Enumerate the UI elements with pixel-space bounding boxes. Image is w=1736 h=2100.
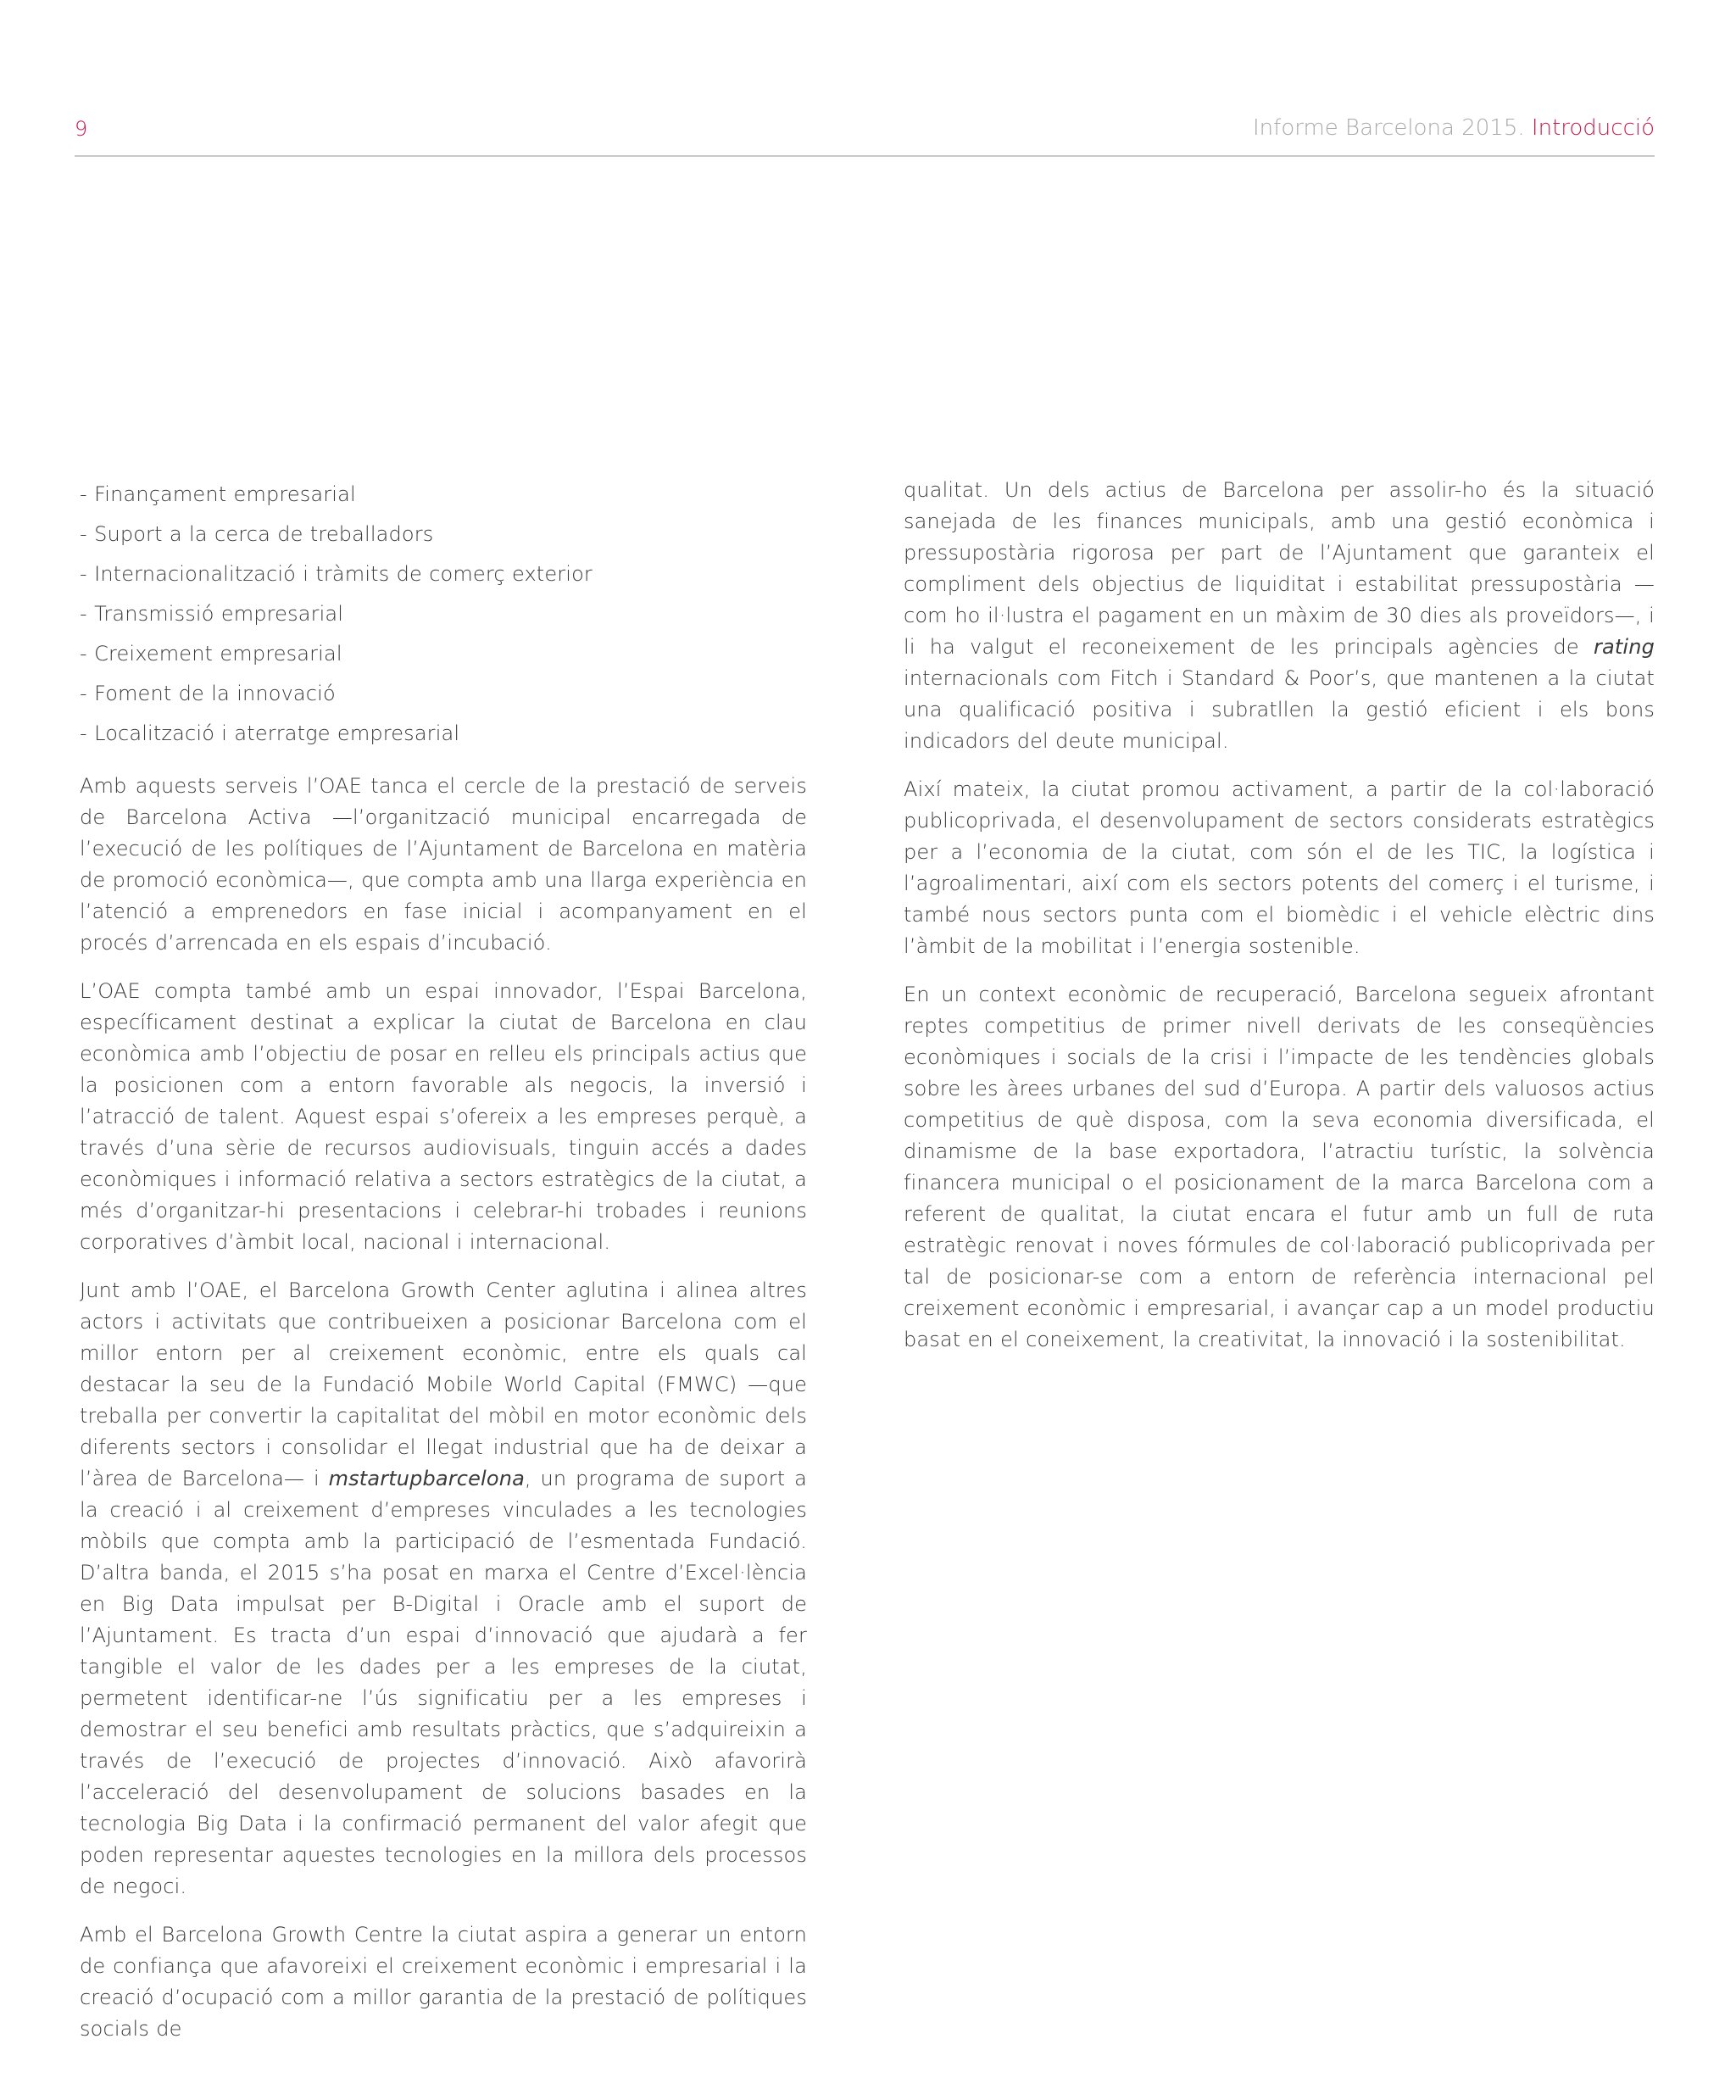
- paragraph-text: Junt amb l’OAE, el Barcelona Growth Center aglutina i alinea altres actors i activitats que contribueixen a posicionar Barcelona com el millor entorn per al creixement econòmic, entre els quals cal destacar la seu de la Fundació Mobile World Capital (FMWC) —que treballa per convertir la capitalitat del mòbil en motor econòmic dels diferents sectors i consolidar el llegat industrial que ha de deixar a l’àrea de Barcelona— i: [80, 1278, 807, 1490]
- paragraph-growth-center: [80, 1275, 807, 1902]
- left-column: [80, 475, 807, 2062]
- paragraph-oae-services: Amb aquests serveis l’OAE tanca el cercle de la prestació de serveis de Barcelona Activa —l’organització municipal encarregada de l’execució de les polítiques de l’Ajuntament de Barcelona en matèria de promoció econòmica—, que compta amb una llarga experiència en l’atenció a emprenedors en fase inicial i acompanyament en el procés d’arrencada en els espais d’incubació.: [80, 774, 807, 955]
- list-item: - Localització i aterratge empresarial: [80, 721, 460, 745]
- section-title: Introducció: [1531, 115, 1655, 141]
- list-item: - Foment de la innovació: [80, 682, 336, 705]
- services-list: [80, 475, 807, 754]
- paragraph-text: qualitat. Un dels actius de Barcelona per assolir-ho és la situació sanejada de les finances municipals, amb una gestió econòmica i pressupostària rigorosa per part de l’Ajuntament que garanteix el compliment dels objectius de liquiditat i estabilitat pressupostària —com ho il·lustra el pagament en un màxim de 30 dies als proveïdors—, i li ha valgut el reconeixement de les principals agències de: [904, 478, 1655, 659]
- page-number: 9: [75, 117, 88, 141]
- header-divider: [75, 155, 1655, 157]
- paragraph-text: , un programa de suport a la creació i al creixement d’empreses vinculades a les tecnologies mòbils que compta amb la participació de l’esmentada Fundació. D’altra banda, el 2015 s’ha posat en marxa el Centre d’Excel·lència en Big Data impulsat per B-Digital i Oracle amb el suport de l’Ajuntament. Es tracta d’un espai d’innovació que ajudarà a fer tangible el valor de les dades per a les empreses de la ciutat, permetent identificar-ne l’ús significatiu per a les empreses i demostrar el seu benefici amb resultats pràctics, que s’adquireixin a través de l’execució de projectes d’innovació. Això afavorirà l’acceleració del desenvolupament de solucions basades en la tecnologia Big Data i la confirmació permanent del valor afegit que poden representar aquestes tecnologies en la millora dels processos de negoci.: [80, 1467, 807, 1898]
- rating-term: rating: [1594, 635, 1655, 659]
- list-item: - Finançament empresarial: [80, 482, 356, 506]
- list-item: - Creixement empresarial: [80, 642, 342, 666]
- right-column: [904, 475, 1655, 1373]
- paragraph-text: internacionals com Fitch i Standard & Poor’s, que mantenen a la ciutat una qualificació positiva i subratllen la gestió eficient i els bons indicadors del deute municipal.: [904, 666, 1655, 753]
- paragraph-espai-barcelona: L’OAE compta també amb un espai innovador, l’Espai Barcelona, específicament destinat a explicar la ciutat de Barcelona en clau econòmica amb l’objectiu de posar en relleu els principals actius que la posicionen com a entorn favorable als negocis, la inversió i l’atracció de talent. Aquest espai s’ofereix a les empreses perquè, a través d’una sèrie de recursos audiovisuals, tinguin accés a dades econòmiques i informació relativa a sectors estratègics de la ciutat, a més d’organitzar-hi presentacions i celebrar-hi trobades i reunions corporatives d’àmbit local, nacional i internacional.: [80, 979, 807, 1254]
- list-item: - Internacionalització i tràmits de comerç exterior: [80, 562, 593, 586]
- list-item: - Suport a la cerca de treballadors: [80, 522, 434, 546]
- running-header: [1253, 115, 1655, 141]
- paragraph-finances: [904, 475, 1655, 757]
- paragraph-growth-centre-aim: Amb el Barcelona Growth Centre la ciutat aspira a generar un entorn de confiança que afavoreixi el creixement econòmic i empresarial i la creació d’ocupació com a millor garantia de la prestació de polítiques socials de: [80, 1923, 807, 2041]
- paragraph-recovery-context: En un context econòmic de recuperació, Barcelona segueix afrontant reptes competitius de primer nivell derivats de les conseqüències econòmiques i socials de la crisi i l’impacte de les tendències globals sobre les àrees urbanes del sud d’Europa. A partir dels valuosos actius competitius de què disposa, com la seva economia diversificada, el dinamisme de la base exportadora, l’atractiu turístic, la solvència financera municipal o el posicionament de la marca Barcelona com a referent de qualitat, la ciutat encara el futur amb un full de ruta estratègic renovat i noves fórmules de col·laboració publicoprivada per tal de posicionar-se com a entorn de referència internacional pel creixement econòmic i empresarial, i avançar cap a un model productiu basat en el coneixement, la creativitat, la innovació i la sostenibilitat.: [904, 983, 1655, 1351]
- paragraph-strategic-sectors: Així mateix, la ciutat promou activament, a partir de la col·laboració publicoprivada, el desenvolupament de sectors considerats estratègics per a l’economia de la ciutat, com són el de les TIC, la logística i l’agroalimentari, així com els sectors potents del comerç i el turisme, i també nous sectors punta com el biomèdic i el vehicle elèctric dins l’àmbit de la mobilitat i l’energia sostenible.: [904, 777, 1655, 958]
- list-item: - Transmissió empresarial: [80, 602, 344, 626]
- publication-title: Informe Barcelona 2015.: [1253, 115, 1525, 141]
- mstartup-term: mstartupbarcelona: [328, 1467, 525, 1490]
